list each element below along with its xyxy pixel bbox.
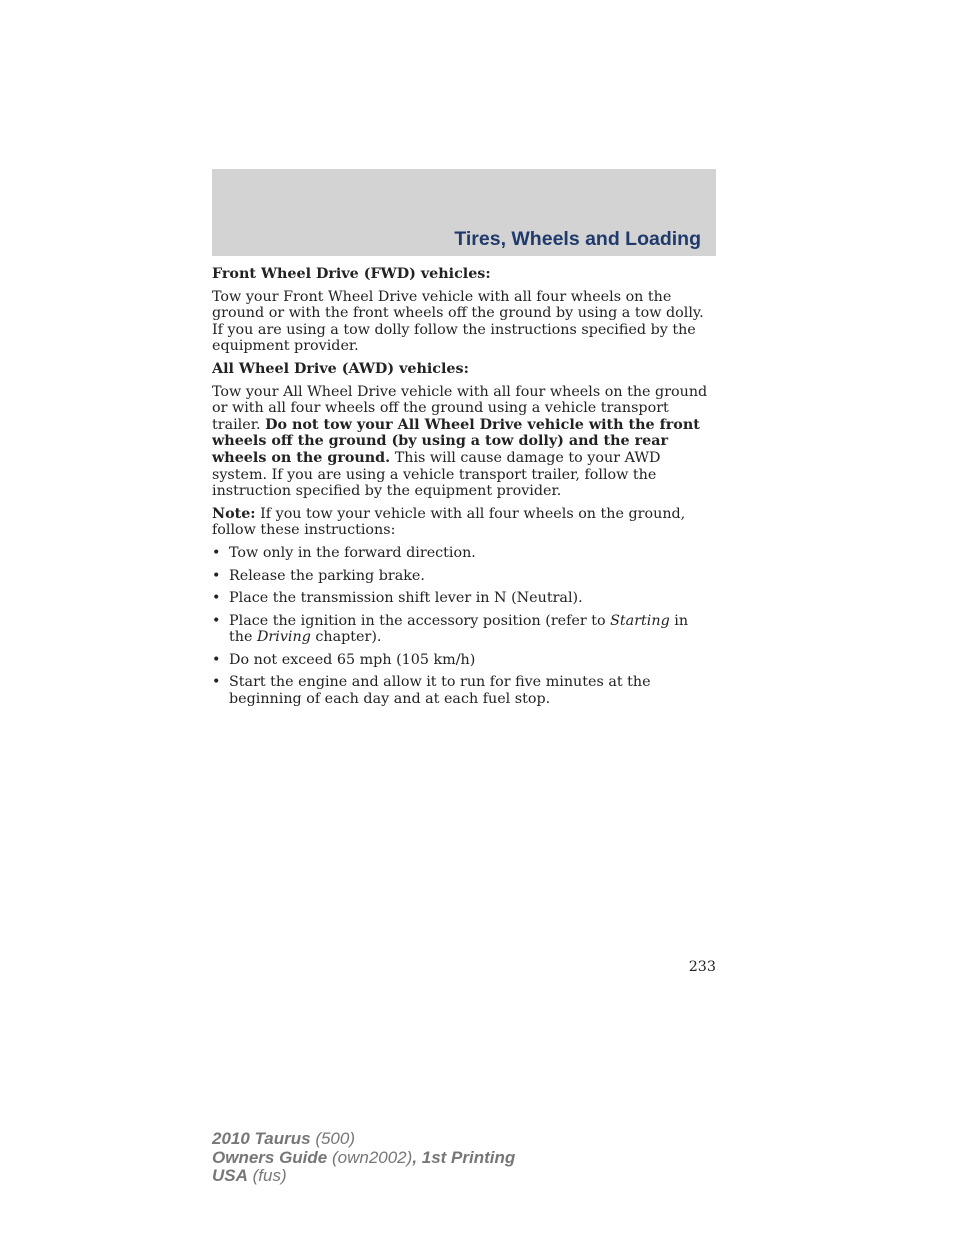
list-item-text bbox=[229, 613, 688, 646]
document-footer bbox=[212, 1130, 515, 1186]
footer-region-line bbox=[212, 1167, 515, 1186]
awd-warning-text: Do not tow your All Wheel Drive vehicle with the front wheels off the ground (by using a tow dolly) and the rear wheels on the ground. bbox=[212, 416, 700, 466]
fwd-paragraph: Tow your Front Wheel Drive vehicle with all four wheels on the ground or with the front wheels off the ground by using a tow dolly. If you are using a tow dolly follow the instructions specified by the equipment provider. bbox=[212, 288, 704, 355]
list-item bbox=[212, 674, 712, 707]
footer-model-code: (500) bbox=[310, 1129, 356, 1148]
footer-model: 2010 Taurus bbox=[212, 1129, 311, 1148]
list-item bbox=[212, 545, 712, 562]
bullet-icon: • bbox=[212, 590, 221, 607]
footer-guide: Owners Guide bbox=[212, 1147, 328, 1167]
awd-paragraph bbox=[212, 384, 712, 500]
list-item-text-part: in the bbox=[229, 612, 689, 646]
section-header-bar bbox=[212, 169, 716, 256]
list-item-text: Do not exceed 65 mph (105 km/h) bbox=[229, 651, 476, 668]
list-item-text: Release the parking brake. bbox=[229, 567, 425, 584]
bullet-icon: • bbox=[212, 612, 221, 629]
list-item bbox=[212, 613, 712, 646]
footer-guide-line bbox=[212, 1149, 515, 1168]
reference-starting: Starting bbox=[610, 612, 670, 629]
note-label: Note: bbox=[212, 505, 256, 522]
footer-model-line bbox=[212, 1130, 515, 1149]
awd-text-start: Tow your All Wheel Drive vehicle with all four wheels on the ground or with all four wheels off the ground using a vehicle transport trailer. bbox=[212, 383, 708, 433]
page-number: 233 bbox=[688, 959, 716, 975]
list-item-text: Place the transmission shift lever in N (Neutral). bbox=[229, 590, 583, 607]
reference-driving-chapter: Driving bbox=[256, 629, 311, 646]
towing-instructions-list bbox=[212, 545, 712, 708]
list-item bbox=[212, 590, 712, 607]
list-item-text-part: chapter). bbox=[310, 629, 382, 646]
awd-text-end: This will cause damage to your AWD system. If you are using a vehicle transport trailer, follow the instruction specified by the equipment provider. bbox=[212, 449, 661, 500]
footer-region-code: (fus) bbox=[247, 1166, 287, 1185]
section-title: Tires, Wheels and Loading bbox=[454, 228, 701, 250]
list-item bbox=[212, 568, 712, 585]
page-content bbox=[212, 266, 712, 714]
list-item-text-part: Place the ignition in the accessory position (refer to bbox=[229, 612, 611, 629]
footer-region: USA bbox=[212, 1166, 248, 1185]
list-item-text: Tow only in the forward direction. bbox=[229, 544, 476, 561]
note-text: If you tow your vehicle with all four wheels on the ground, follow these instructions: bbox=[212, 505, 686, 539]
bullet-icon: • bbox=[212, 651, 221, 668]
bullet-icon: • bbox=[212, 567, 221, 584]
bullet-icon: • bbox=[212, 544, 221, 561]
awd-heading: All Wheel Drive (AWD) vehicles: bbox=[212, 360, 469, 377]
list-item-text: Start the engine and allow it to run for five minutes at the beginning of each day and at each fuel stop. bbox=[229, 674, 651, 708]
footer-guide-code: (own2002) bbox=[327, 1147, 413, 1167]
fwd-heading: Front Wheel Drive (FWD) vehicles: bbox=[212, 266, 491, 282]
note-paragraph bbox=[212, 506, 712, 539]
footer-printing: , 1st Printing bbox=[412, 1147, 516, 1167]
bullet-icon: • bbox=[212, 674, 221, 691]
list-item bbox=[212, 652, 712, 669]
